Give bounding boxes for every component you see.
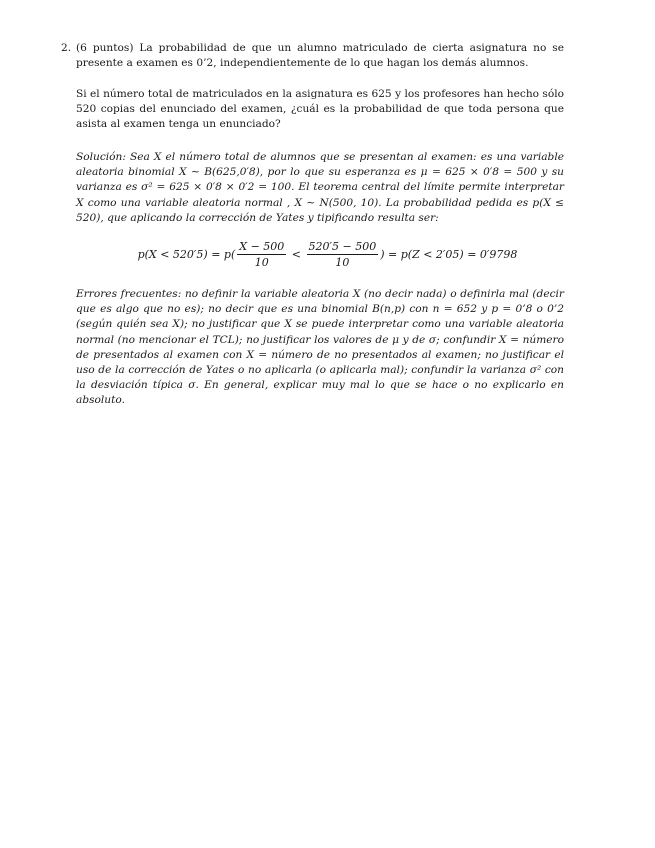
fraction-2-numerator: 520′5 − 500 (308, 239, 377, 253)
equation-fraction-2 (307, 240, 379, 269)
fraction-1-numerator: X − 500 (239, 239, 285, 253)
display-equation (0, 236, 655, 272)
equation-lhs: p(X < 520′5) = p( (137, 247, 236, 261)
problem-question: Si el número total de matriculados en la asignatura es 625 y los profesores han hecho sólo 520 copias del enunciado del examen, ¿cuál es la probabilidad de que toda persona que asista al examen tenga un enunciado? (76, 88, 564, 131)
equation-rhs: ) = p(Z < 2′05) = 0′9798 (380, 247, 518, 261)
problem-number: 2. (61, 42, 72, 54)
equation-fraction-1 (237, 240, 286, 269)
problem-statement: (6 puntos) La probabilidad de que un alumno matriculado de cierta asignatura no se presente a examen es 0’2, independientemente de lo que hagan los demás alumnos. (76, 42, 564, 70)
equation-less-than: < (288, 247, 305, 261)
solution-paragraph: Solución: Sea X el número total de alumnos que se presentan al examen: es una variable aleatoria binomial X ∼ B(625,0′8), por lo que su esperanza es μ = 625 × 0′8 = 500 y su varianza es σ² = 625 × 0′8 × 0′2 = 100. El teorema central del límite permite interpretar X como una variable aleatoria normal , X ∼ N(500, 10). La probabilidad pedida es p(X ≤ 520), que aplicando la corrección de Yates y tipificando resulta ser: (76, 151, 564, 224)
fraction-1-denominator: 10 (254, 255, 269, 269)
common-errors-paragraph: Errores frecuentes: no definir la variable aleatoria X (no decir nada) o definirla mal (decir que es algo que no es); no decir que es una binomial B(n,p) con n = 652 y p = 0’8 o 0’2 (según quién sea X); no justificar que X se puede interpretar como una variable aleatoria normal (no mencionar el TCL); no justificar los valores de μ y de σ; confundir X = número de presentados al examen con X = número de no presentados al examen; no justificar el uso de la corrección de Yates o no aplicarla (o aplicarla mal); confundir la varianza σ² con la desviación típica σ. En general, explicar muy mal lo que se hace o no explicarlo en absoluto. (76, 288, 564, 407)
fraction-2-denominator: 10 (335, 255, 350, 269)
